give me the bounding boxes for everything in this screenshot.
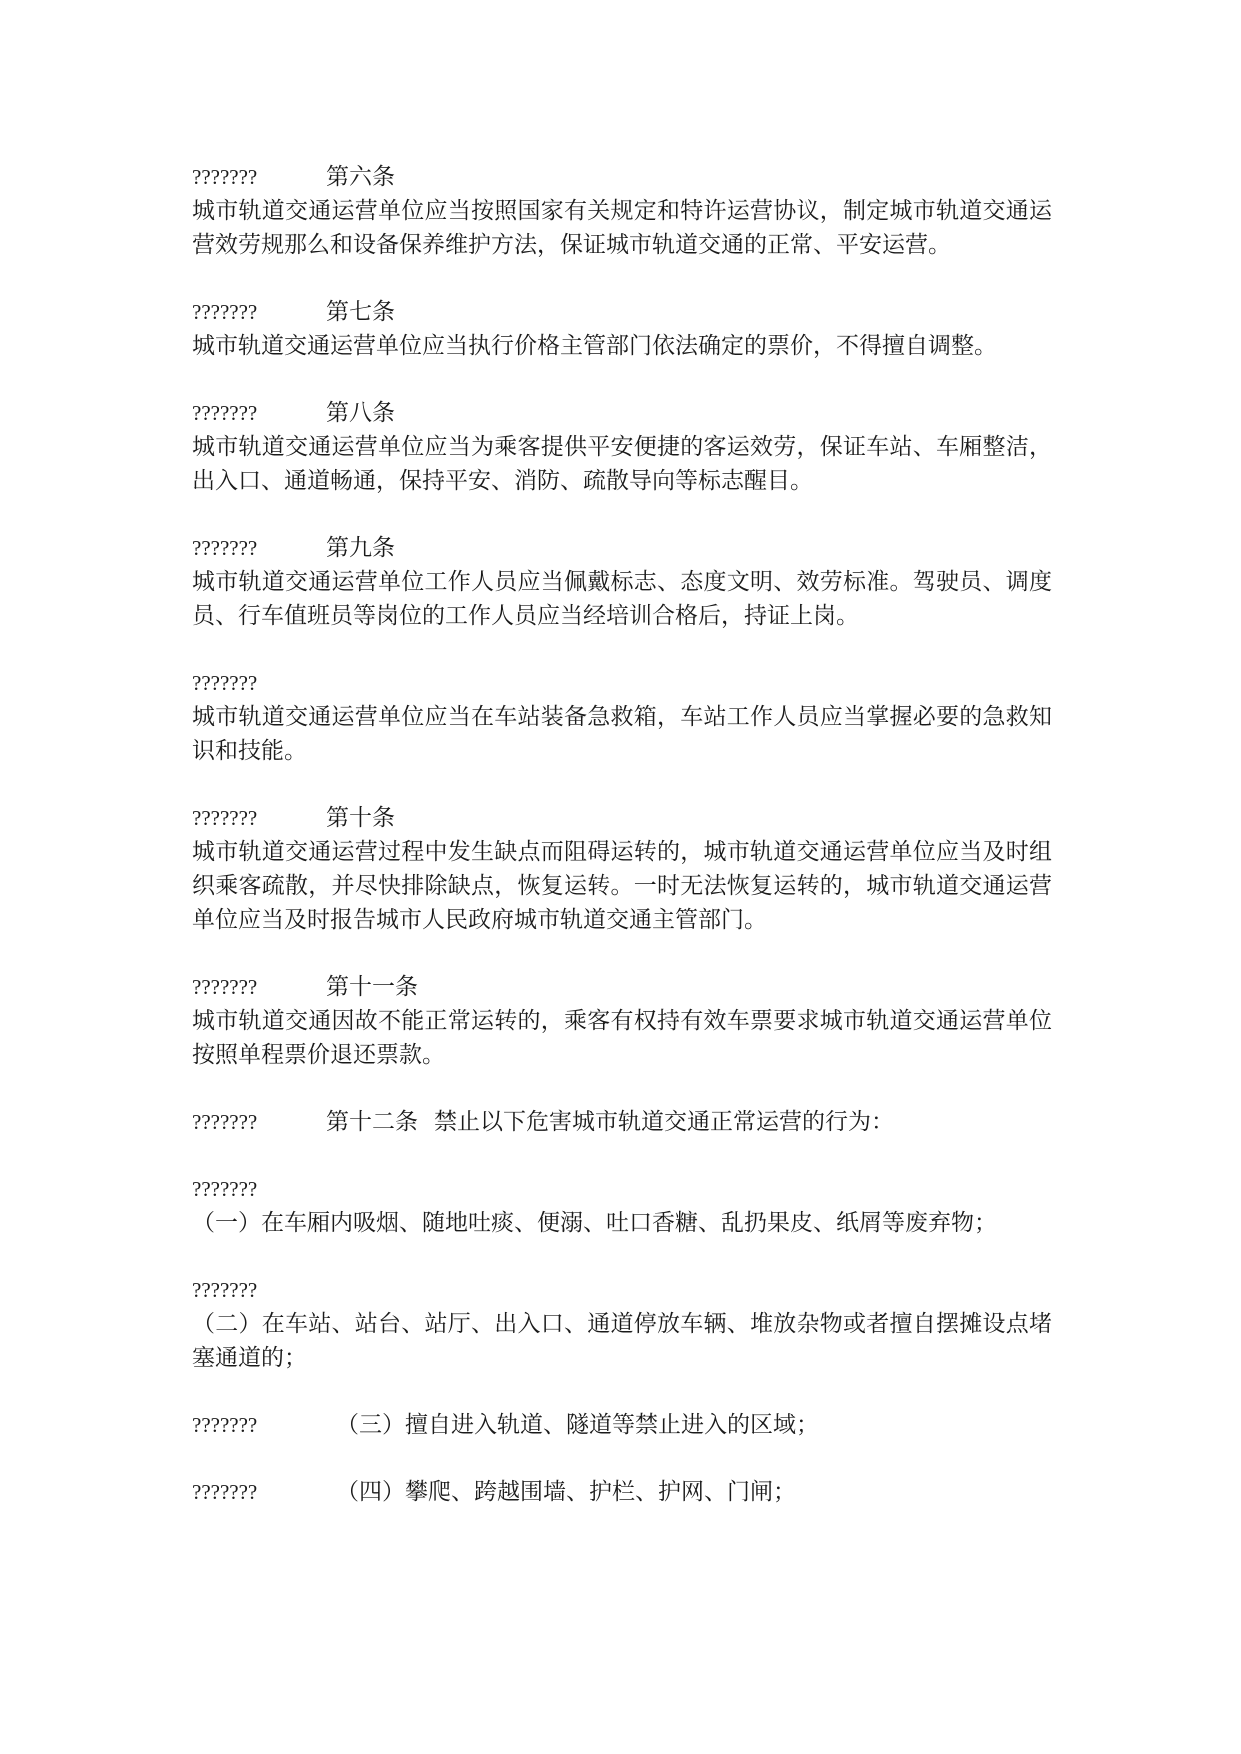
article-7 [192,295,1052,363]
article-11 [192,970,1052,1072]
placeholder-marker: ??????? [192,806,258,830]
article-body: 城市轨道交通运营单位应当按照国家有关规定和特许运营协议，制定城市轨道交通运营效劳规那么和设备保养维护方法，保证城市轨道交通的正常、平安运营。 [192,198,1052,258]
article-10 [192,801,1052,937]
article-12 [192,1105,1052,1139]
placeholder-marker: ??????? [192,401,258,425]
list-item-text: （四）攀爬、跨越围墙、护栏、护网、门闸； [336,1479,796,1505]
placeholder-marker: ??????? [192,975,258,999]
article-body: 城市轨道交通运营单位应当为乘客提供平安便捷的客运效劳，保证车站、车厢整洁，出入口、通道畅通，保持平安、消防、疏散导向等标志醒目。 [192,434,1052,494]
article-title: 第十二条 [326,1109,418,1135]
article-6 [192,160,1052,262]
article-body: 城市轨道交通因故不能正常运转的，乘客有权持有效车票要求城市轨道交通运营单位按照单程票价退还票款。 [192,1008,1052,1068]
article-9 [192,531,1052,633]
article-title: 第十一条 [326,974,418,1000]
placeholder-marker: ??????? [192,1110,258,1134]
article-body: 城市轨道交通运营单位工作人员应当佩戴标志、态度文明、效劳标准。驾驶员、调度员、行车值班员等岗位的工作人员应当经培训合格后，持证上岗。 [192,569,1052,629]
article-body: 城市轨道交通运营单位应当执行价格主管部门依法确定的票价，不得擅自调整。 [192,333,997,359]
article-body: 城市轨道交通运营过程中发生缺点而阻碍运转的，城市轨道交通运营单位应当及时组织乘客疏散，并尽快排除缺点，恢复运转。一时无法恢复运转的，城市轨道交通运营单位应当及时报告城市人民政府城市轨道交通主管部门。 [192,839,1052,933]
list-item-3 [192,1408,1052,1442]
list-item-text: （一）在车厢内吸烟、随地吐痰、便溺、吐口香糖、乱扔果皮、纸屑等废弃物； [192,1210,997,1236]
article-title: 第九条 [326,535,395,561]
document-page [192,160,1052,1542]
placeholder-marker: ??????? [192,1413,258,1437]
placeholder-marker: ??????? [192,300,258,324]
list-item-1 [192,1172,1052,1240]
article-8 [192,396,1052,498]
article-title: 第十条 [326,805,395,831]
list-item-text: （二）在车站、站台、站厅、出入口、通道停放车辆、堆放杂物或者擅自摆摊设点堵塞通道的； [192,1311,1052,1371]
placeholder-marker: ??????? [192,1480,258,1504]
list-item-4 [192,1475,1052,1509]
article-title: 第八条 [326,400,395,426]
placeholder-marker: ??????? [192,165,258,189]
article-body: 城市轨道交通运营单位应当在车站装备急救箱，车站工作人员应当掌握必要的急救知识和技能。 [192,704,1052,764]
article-9-paragraph-2 [192,666,1052,768]
placeholder-marker: ??????? [192,1278,258,1302]
list-item-text: （三）擅自进入轨道、隧道等禁止进入的区域； [336,1412,819,1438]
article-title: 第六条 [326,164,395,190]
list-item-2 [192,1273,1052,1375]
placeholder-marker: ??????? [192,671,258,695]
placeholder-marker: ??????? [192,1177,258,1201]
article-title: 第七条 [326,299,395,325]
article-text: 禁止以下危害城市轨道交通正常运营的行为： [434,1109,894,1135]
placeholder-marker: ??????? [192,536,258,560]
